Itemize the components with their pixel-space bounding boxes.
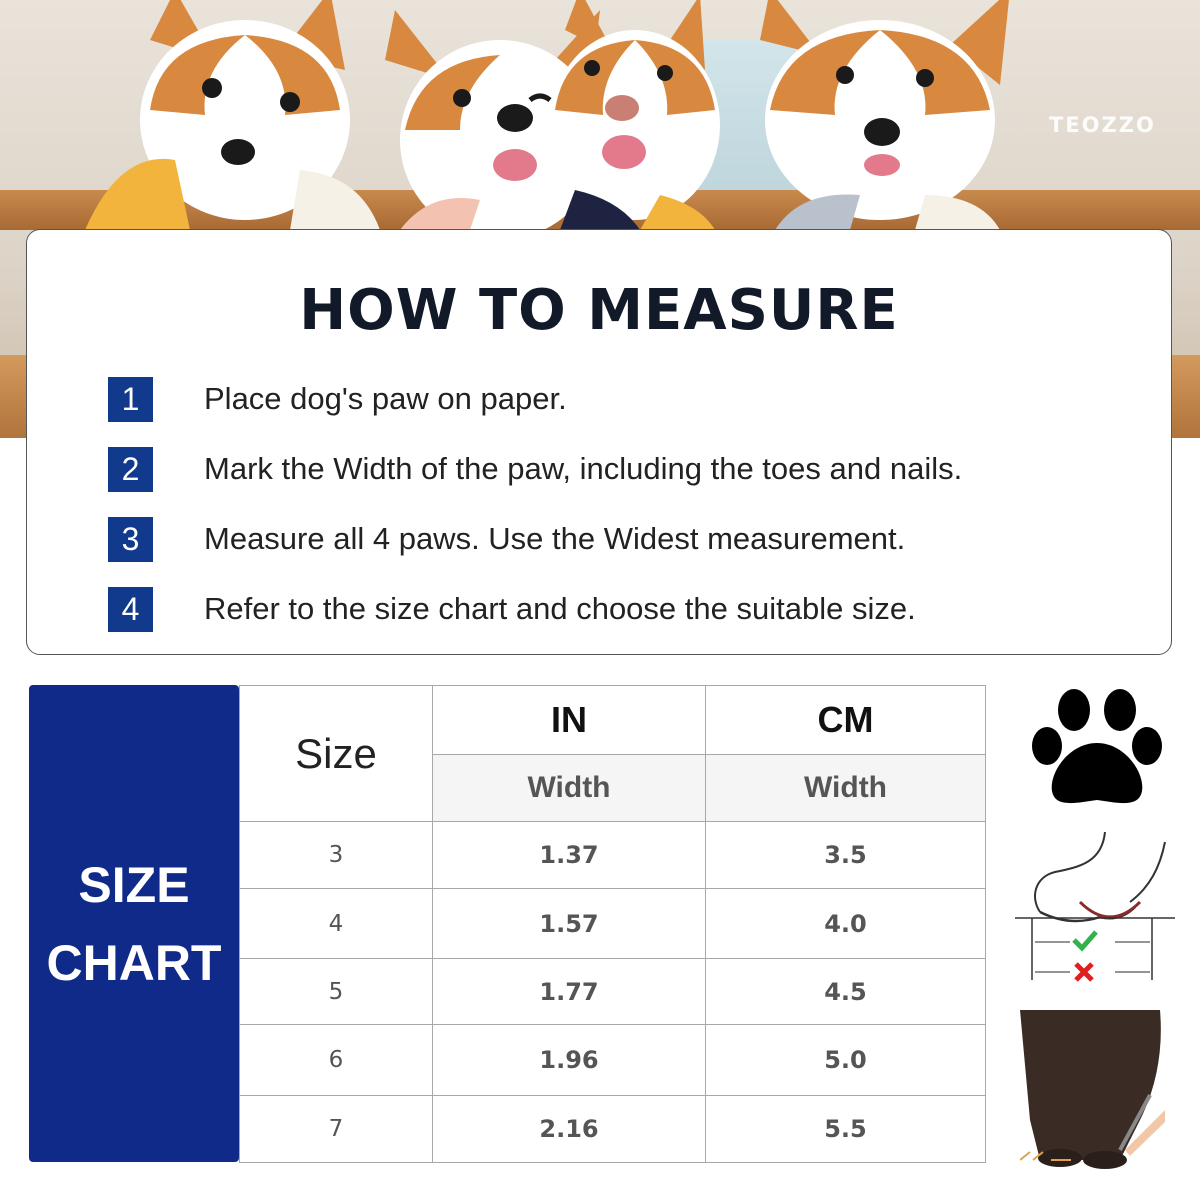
step-2 (108, 446, 962, 492)
in-cell: 1.57 (433, 889, 706, 959)
step-text: Place dog's paw on paper. (204, 381, 567, 416)
in-cell: 1.77 (433, 959, 706, 1025)
cm-width-subheader: Width (706, 755, 986, 822)
step-4 (108, 586, 916, 632)
cm-cell: 4.5 (706, 959, 986, 1025)
step-number-badge: 2 (108, 447, 153, 492)
size-chart-label-line1: SIZE (78, 856, 190, 913)
cm-column-header: CM (706, 686, 986, 755)
table-row (240, 1096, 986, 1163)
size-cell: 5 (240, 959, 433, 1025)
step-number-badge: 3 (108, 517, 153, 562)
size-chart-label-line2: CHART (46, 934, 222, 991)
puppy-3 (550, 0, 720, 230)
size-cell: 7 (240, 1096, 433, 1163)
step-number-badge: 1 (108, 377, 153, 422)
cm-cell: 5.5 (706, 1096, 986, 1163)
size-cell: 6 (240, 1025, 433, 1096)
brand-watermark: TEOZZO (1049, 113, 1156, 137)
dog-paw-tracing-photo (1020, 1010, 1165, 1172)
table-header-row (240, 686, 986, 755)
cm-cell: 5.0 (706, 1025, 986, 1096)
size-chart-label (29, 685, 239, 1162)
paw-measuring-diagram (1010, 832, 1180, 982)
step-text: Mark the Width of the paw, including the toes and nails. (204, 451, 963, 486)
in-column-header: IN (433, 686, 706, 755)
paw-print-icon (1030, 688, 1165, 810)
in-width-subheader: Width (433, 755, 706, 822)
card-title: HOW TO MEASURE (299, 278, 899, 343)
size-column-header: Size (240, 686, 433, 822)
step-3 (108, 516, 905, 562)
step-text: Refer to the size chart and choose the suitable size. (204, 591, 916, 626)
check-icon (1074, 932, 1096, 948)
step-1 (108, 376, 567, 422)
cm-cell: 3.5 (706, 822, 986, 889)
table-row (240, 959, 986, 1025)
table-row (240, 889, 986, 959)
puppy-1 (85, 0, 380, 230)
cm-cell: 4.0 (706, 889, 986, 959)
size-cell: 3 (240, 822, 433, 889)
in-cell: 1.96 (433, 1025, 706, 1096)
table-row (240, 822, 986, 889)
in-cell: 1.37 (433, 822, 706, 889)
step-text: Measure all 4 paws. Use the Widest measurement. (204, 521, 906, 556)
puppy-4 (760, 0, 1010, 230)
how-to-measure-card (26, 229, 1172, 655)
step-number-badge: 4 (108, 587, 153, 632)
cross-icon (1076, 964, 1092, 980)
in-cell: 2.16 (433, 1096, 706, 1163)
size-table (239, 685, 986, 1163)
table-row (240, 1025, 986, 1096)
size-cell: 4 (240, 889, 433, 959)
